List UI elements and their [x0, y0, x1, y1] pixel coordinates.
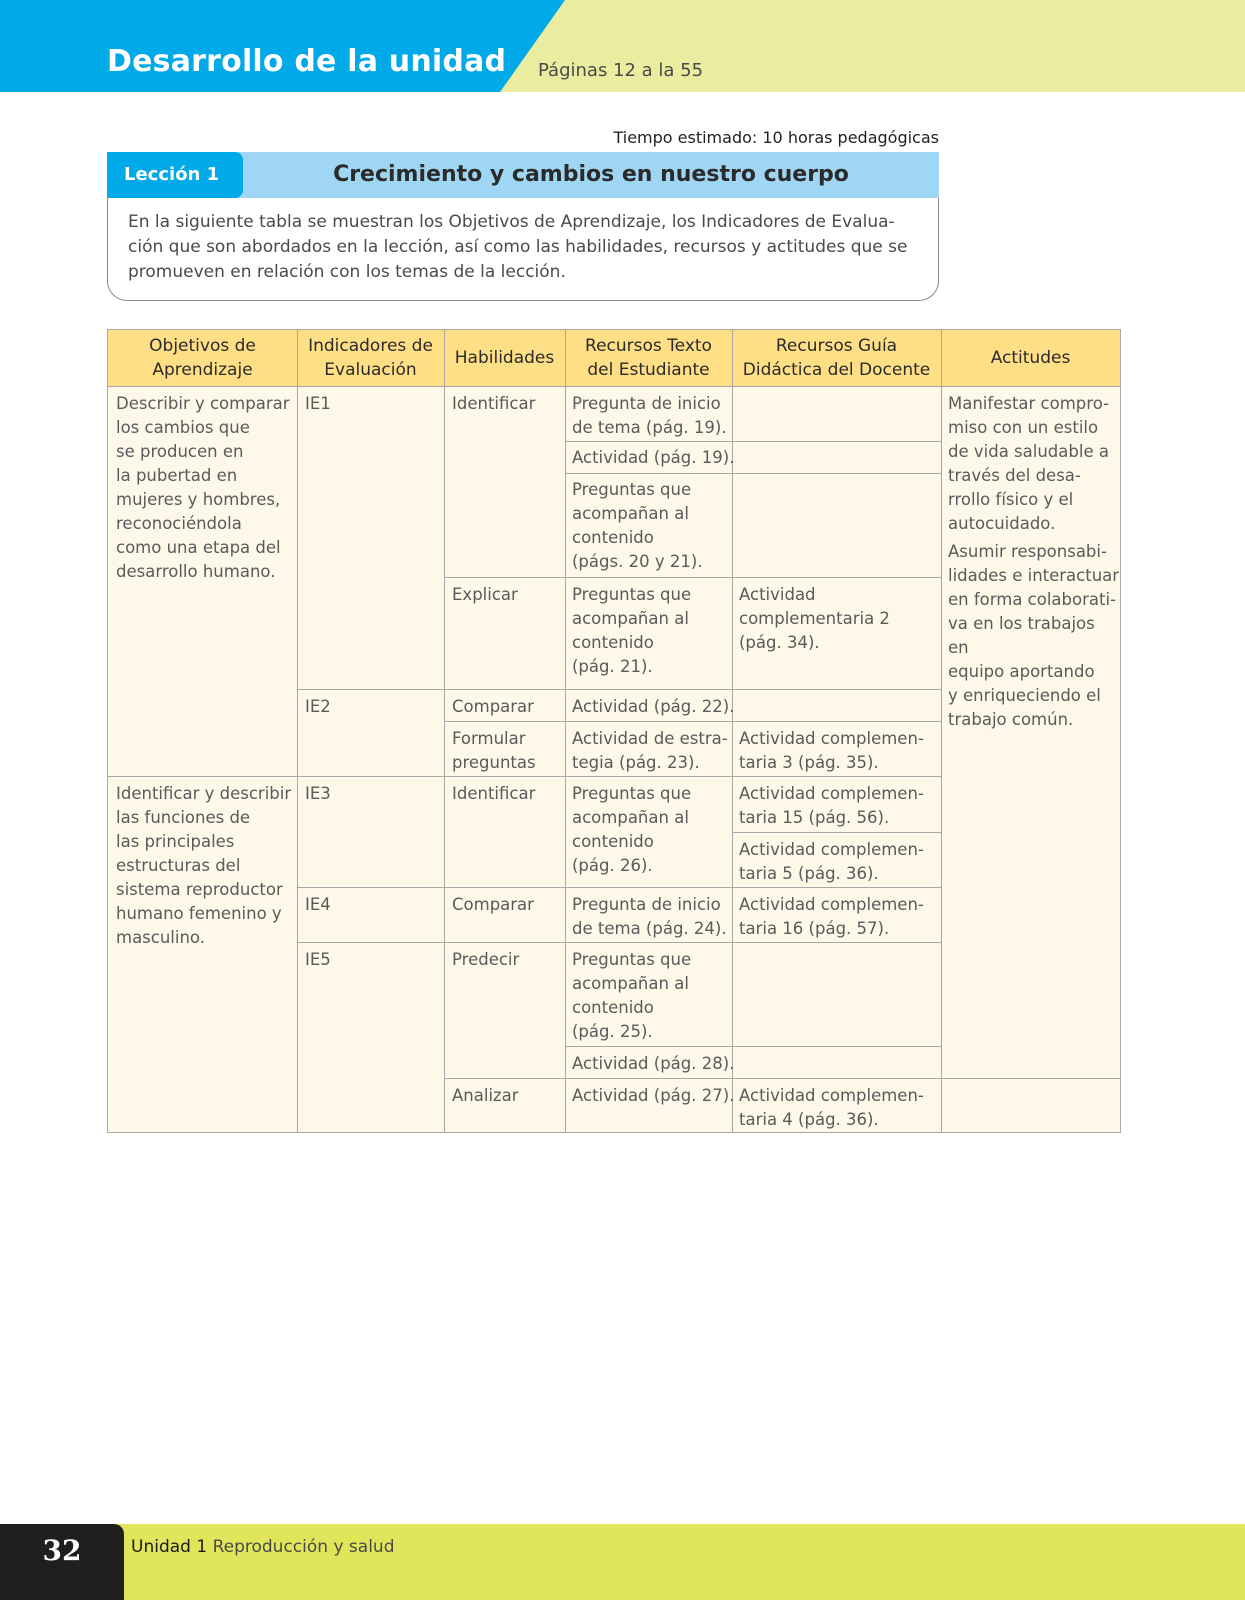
recurso-texto-cell: Pregunta de inicio de tema (pág. 19). — [572, 394, 727, 437]
lesson-label: Lección 1 — [124, 164, 220, 185]
lesson-box — [107, 152, 939, 302]
row-divider — [297, 887, 941, 888]
row-divider — [108, 776, 941, 777]
header-recursos-texto: Recursos Texto del Estudiante — [565, 330, 732, 386]
lesson-title: Crecimiento y cambios en nuestro cuerpo — [333, 162, 849, 187]
habilidad-cell: Comparar — [452, 895, 534, 914]
actitud-cell: Asumir responsabi- lidades e interactuar en forma colaborati- va en los trabajos en equipo aportando y enriqueciendo el trabajo común. — [948, 542, 1120, 729]
recurso-texto-cell: Preguntas que acompañan al contenido (pág. 26). — [572, 784, 692, 875]
habilidad-cell: Formular preguntas — [452, 729, 536, 772]
row-divider — [444, 577, 941, 578]
recurso-guia-cell: Actividad complementaria 2 (pág. 34). — [739, 585, 890, 652]
recurso-guia-cell: Actividad complemen- taria 15 (pág. 56). — [739, 784, 924, 827]
recurso-guia-cell: Actividad complemen- taria 3 (pág. 35). — [739, 729, 924, 772]
indicador-cell: IE4 — [305, 895, 331, 914]
recurso-texto-cell: Actividad (pág. 19). — [572, 448, 735, 467]
recurso-texto-cell: Actividad (pág. 27). — [572, 1086, 735, 1105]
indicador-cell: IE3 — [305, 784, 331, 803]
time-estimate: Tiempo estimado: 10 horas pedagógicas — [613, 128, 939, 147]
recurso-guia-cell: Actividad complemen- taria 4 (pág. 36). — [739, 1086, 924, 1129]
indicador-cell: IE2 — [305, 697, 331, 716]
header-actitudes: Actitudes — [941, 330, 1120, 386]
header-objetivos: Objetivos de Aprendizaje — [108, 330, 297, 386]
page-title: Desarrollo de la unidad — [107, 44, 507, 79]
col-divider — [297, 330, 298, 1132]
lesson-intro-box — [107, 198, 939, 301]
indicador-cell: IE1 — [305, 394, 331, 413]
row-divider — [732, 832, 941, 833]
col-divider — [444, 330, 445, 1132]
recurso-texto-cell: Actividad (pág. 22). — [572, 697, 735, 716]
row-divider — [108, 386, 1120, 387]
row-divider — [565, 441, 941, 442]
lesson-table — [107, 329, 1121, 1133]
recurso-texto-cell: Preguntas que acompañan al contenido (págs. 20 y 21). — [572, 480, 703, 571]
row-divider — [565, 1046, 941, 1047]
habilidad-cell: Comparar — [452, 697, 534, 716]
habilidad-cell: Identificar — [452, 784, 536, 803]
row-divider — [297, 689, 941, 690]
actitud-cell: Manifestar compro- miso con un estilo de vida saludable a través del desa- rrollo físico y el autocuidado. — [948, 394, 1110, 533]
recurso-guia-cell: Actividad complemen- taria 5 (pág. 36). — [739, 840, 924, 883]
footer-band — [0, 1524, 1245, 1600]
lesson-intro: En la siguiente tabla se muestran los Objetivos de Aprendizaje, los Indicadores de Evalua- ción que son abordados en la lección, así como las habilidades, recursos y actitudes que se promueven en relación con los temas de la lección. — [128, 212, 908, 282]
row-divider — [444, 1078, 1120, 1079]
unit-label: Unidad 1 — [131, 1537, 208, 1557]
row-divider — [297, 942, 941, 943]
habilidad-cell: Explicar — [452, 585, 518, 604]
indicador-cell: IE5 — [305, 950, 331, 969]
habilidad-cell: Identificar — [452, 394, 536, 413]
recurso-texto-cell: Pregunta de inicio de tema (pág. 24). — [572, 895, 727, 938]
habilidad-cell: Predecir — [452, 950, 520, 969]
col-divider — [941, 330, 942, 1132]
unit-title: Reproducción y salud — [212, 1537, 395, 1557]
col-divider — [565, 330, 566, 1132]
row-divider — [444, 721, 941, 722]
footer-unit — [131, 1537, 394, 1557]
row-divider — [565, 473, 941, 474]
header-indicadores: Indicadores de Evaluación — [297, 330, 444, 386]
objetivo-cell: Describir y comparar los cambios que se producen en la pubertad en mujeres y hombres, reconociéndola como una etapa del desarrollo humano. — [116, 394, 290, 581]
recurso-texto-cell: Preguntas que acompañan al contenido (pág. 21). — [572, 585, 692, 676]
recurso-guia-cell: Actividad complemen- taria 16 (pág. 57). — [739, 895, 924, 938]
page-number: 32 — [42, 1534, 82, 1567]
recurso-texto-cell: Actividad (pág. 28). — [572, 1054, 735, 1073]
header-recursos-guia: Recursos Guía Didáctica del Docente — [732, 330, 941, 386]
recurso-texto-cell: Preguntas que acompañan al contenido (pág. 25). — [572, 950, 692, 1041]
lesson-tab — [107, 152, 243, 198]
recurso-texto-cell: Actividad de estra- tegia (pág. 23). — [572, 729, 728, 772]
page-range: Páginas 12 a la 55 — [538, 60, 704, 81]
header-habilidades: Habilidades — [444, 330, 565, 386]
objetivo-cell: Identificar y describir las funciones de las principales estructuras del sistema reproductor humano femenino y masculino. — [116, 784, 292, 947]
habilidad-cell: Analizar — [452, 1086, 519, 1105]
